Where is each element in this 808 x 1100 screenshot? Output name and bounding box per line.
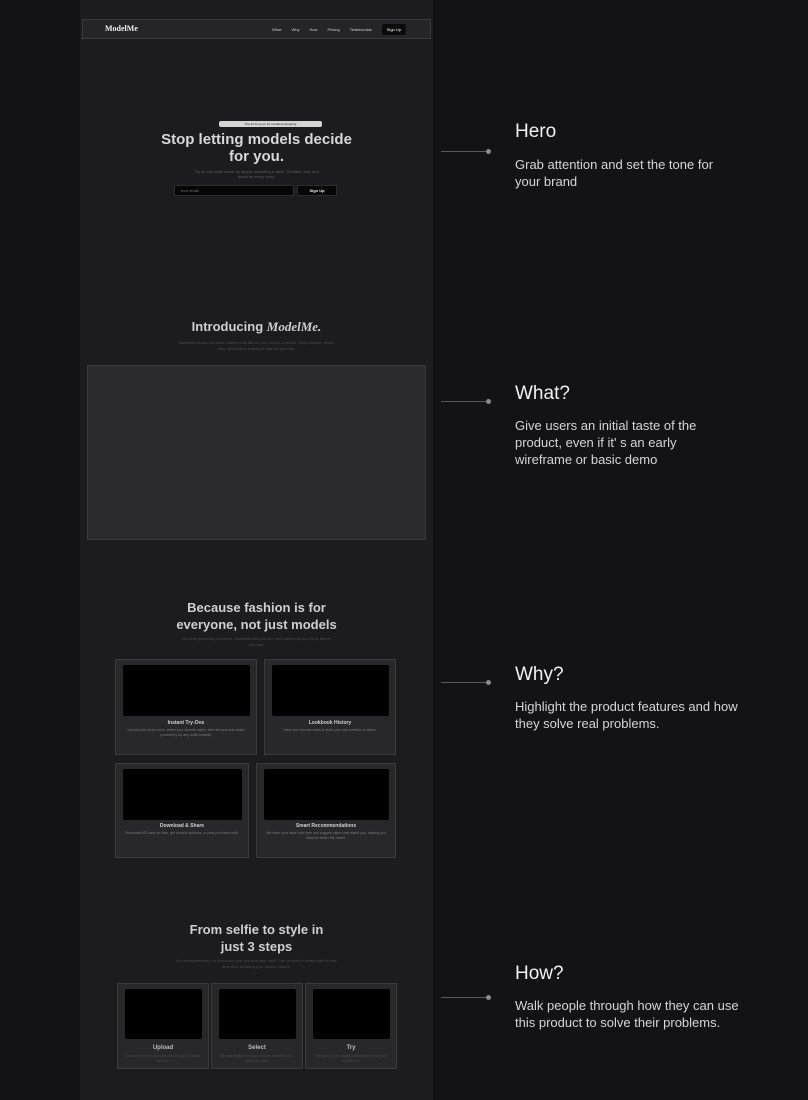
- annotation-dot: [486, 149, 491, 154]
- feature-card-desc: Save your favorite looks to build your own portfolio of styles.: [283, 728, 377, 732]
- hero-email-input[interactable]: [174, 185, 294, 196]
- nav-logo[interactable]: ModelMe: [105, 24, 138, 33]
- intro-title: [80, 319, 433, 335]
- annotation-dot: [486, 995, 491, 1000]
- feature-card-instant-try-ons: [115, 659, 257, 755]
- step-image-placeholder: [125, 989, 202, 1039]
- product-demo-placeholder: [87, 365, 426, 540]
- annotation-connector: [441, 401, 488, 402]
- intro-subtitle-text: ModelMe shows you what clothes look like on you, not on a model. Shop smarter, return less, and build a wardrobe that fits your life.: [178, 340, 335, 351]
- step-image-placeholder: [219, 989, 296, 1039]
- feature-card-download-share: [115, 763, 249, 858]
- feature-image-placeholder: [264, 769, 389, 820]
- nav-links: [272, 24, 406, 35]
- feature-card-title: Download & Share: [159, 823, 205, 829]
- hero-badge: The #1 AI try-on for confident shopping: [219, 121, 322, 127]
- hero-subtitle: [80, 169, 433, 179]
- how-title-text: From selfie to style in just 3 steps: [189, 922, 324, 954]
- step-image-placeholder: [313, 989, 390, 1039]
- annotation-connector: [441, 151, 488, 152]
- feature-card-title: Instant Try-Ons: [167, 720, 205, 726]
- step-desc: Upload one full body photo and let our AI handle the rest.: [125, 1054, 201, 1063]
- how-subtitle-text: No measurements, no confusion, just you and your style. See yourself in every look in less time than scrolling your favorite stores.: [176, 958, 337, 969]
- landing-page-wireframe: [80, 0, 433, 1100]
- step-desc: Browse styles from your favorite brands to find what you love.: [221, 1054, 293, 1063]
- step-card-try: [305, 983, 397, 1069]
- why-title: [80, 599, 433, 633]
- feature-card-title: Lookbook History: [308, 720, 352, 726]
- step-desc: See your try-on results instantly and shop with confidence.: [315, 1054, 387, 1063]
- annotation-dot: [486, 680, 491, 685]
- step-card-select: [211, 983, 303, 1069]
- why-title-text: Because fashion is for everyone, not just models: [176, 600, 337, 632]
- annotation-connector: [441, 997, 488, 998]
- annotation-title-hero: Hero: [515, 121, 557, 142]
- step-card-upload: [117, 983, 209, 1069]
- how-title: [80, 921, 433, 955]
- step-title: Try: [346, 1045, 356, 1051]
- nav-link-pricing[interactable]: Pricing: [327, 27, 340, 32]
- how-subtitle: [80, 958, 433, 970]
- hero-signup-button[interactable]: Sign Up: [297, 185, 337, 196]
- feature-card-desc: We learn your taste over time and suggest styles that match you, helping you discover better fits, faster.: [266, 831, 386, 840]
- annotation-title-why: Why?: [515, 664, 564, 685]
- annotation-connector: [441, 682, 488, 683]
- annotation-desc-why: Highlight the product features and how they solve real problems.: [515, 699, 738, 731]
- annotation-title-how: How?: [515, 963, 564, 984]
- feature-card-lookbook-history: [264, 659, 396, 755]
- nav-link-what[interactable]: What: [272, 27, 282, 32]
- feature-card-desc: Download HD looks for later, get second opinions, or post your best outfit.: [124, 831, 239, 835]
- intro-subtitle: [80, 340, 433, 352]
- nav-link-how[interactable]: How: [309, 27, 318, 32]
- nav-link-why[interactable]: Why: [291, 27, 300, 32]
- feature-image-placeholder: [123, 769, 242, 820]
- annotation-desc-what: Give users an initial taste of the product, even if it' s an early wireframe or basic demo: [515, 418, 697, 467]
- annotation-dot: [486, 399, 491, 404]
- step-title: Upload: [152, 1045, 174, 1051]
- annotation-title-what: What?: [515, 383, 570, 404]
- feature-card-smart-recommendations: [256, 763, 396, 858]
- nav-signup-button[interactable]: Sign Up: [382, 24, 406, 35]
- feature-card-desc: Upload your photo once, select your favorite styles, then sit back and watch yourself try on any outfit instantly.: [127, 728, 245, 737]
- intro-title-brand: ModelMe.: [266, 319, 322, 334]
- navbar: [82, 19, 431, 39]
- intro-title-prefix: Introducing: [191, 319, 267, 334]
- hero-title-text: Stop letting models decide for you.: [161, 131, 352, 165]
- hero-title: [80, 131, 433, 165]
- hero-subtitle-text: Try on any outfit online by simply uploading a selfie. Reliable, fast, and made for every body.: [194, 169, 319, 179]
- feature-card-title: Smart Recommendations: [295, 823, 357, 829]
- annotation-desc-how: Walk people through how they can use this product to solve their problems.: [515, 998, 739, 1030]
- why-subtitle: [80, 636, 433, 648]
- annotation-desc-hero: Grab attention and set the tone for your brand: [515, 157, 714, 189]
- feature-image-placeholder: [123, 665, 250, 716]
- step-title: Select: [248, 1045, 266, 1051]
- nav-link-testimonials[interactable]: Testimonials: [349, 27, 372, 32]
- why-subtitle-text: No more guessing or returns. ModelMe lets you see how clothes fit your body before you buy.: [181, 636, 332, 647]
- feature-image-placeholder: [272, 665, 389, 716]
